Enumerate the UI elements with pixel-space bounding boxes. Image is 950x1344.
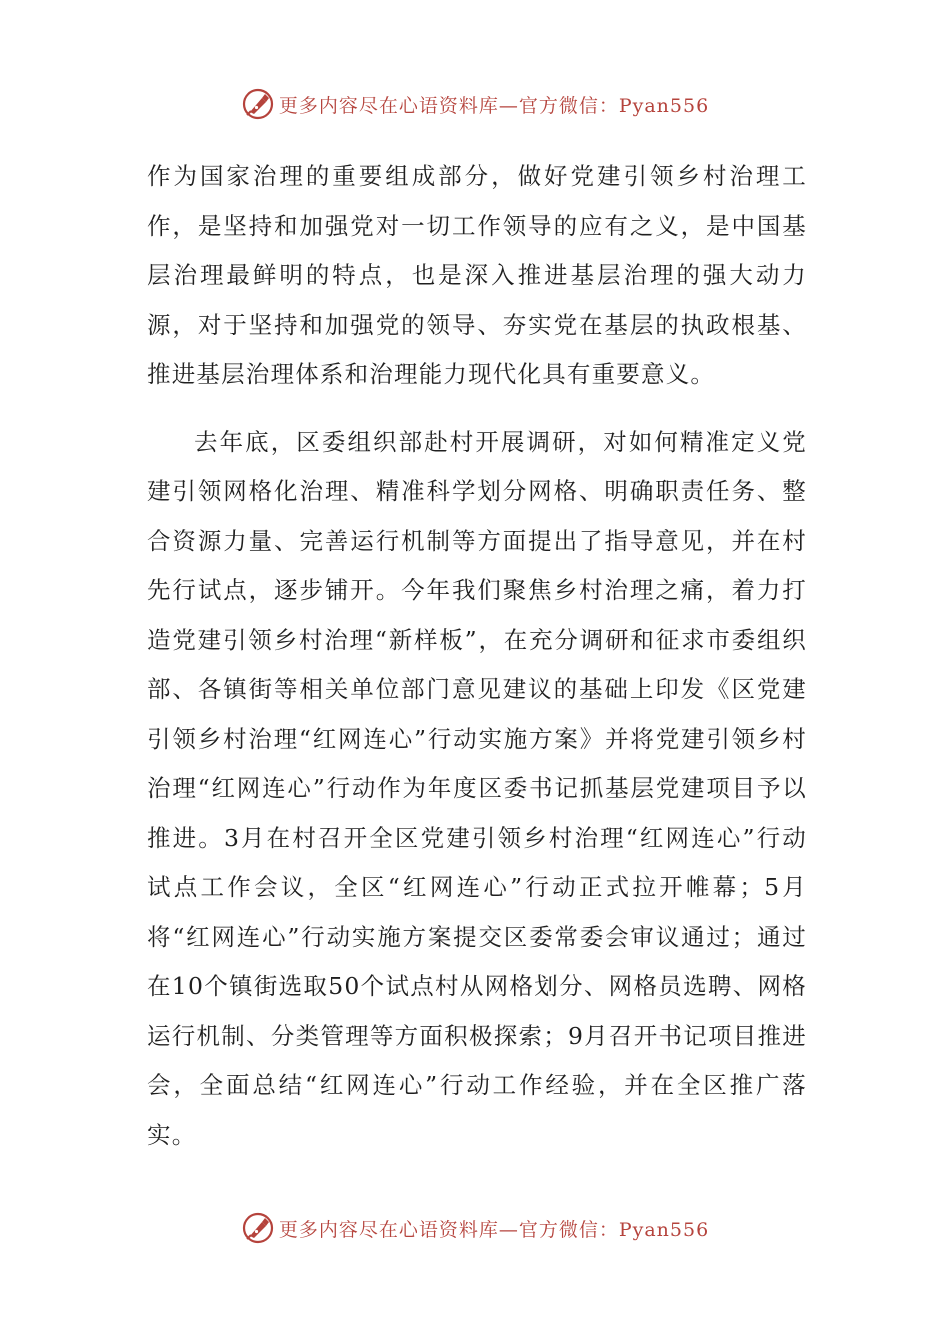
body-text (147, 152, 807, 1160)
header-banner (0, 84, 950, 124)
header-banner-text: 更多内容尽在心语资料库—官方微信：Pyan556 (278, 94, 710, 117)
paragraph-1: 作为国家治理的重要组成部分，做好党建引领乡村治理工作，是坚持和加强党对一切工作领导的应有之义，是中国基层治理最鲜明的特点，也是深入推进基层治理的强大动力源，对于坚持和加强党的领导、夯实党在基层的执政根基、推进基层治理体系和治理能力现代化具有重要意义。 (147, 162, 807, 388)
footer-banner (0, 1208, 950, 1248)
paragraph-2: 去年底，区委组织部赴村开展调研，对如何精准定义党建引领网格化治理、精准科学划分网格、明确职责任务、整合资源力量、完善运行机制等方面提出了指导意见，并在村先行试点，逐步铺开。今年我们聚焦乡村治理之痛，着力打造党建引领乡村治理“新样板”，在充分调研和征求市委组织部、各镇街等相关单位部门意见建议的基础上印发《区党建引领乡村治理“红网连心”行动实施方案》并将党建引领乡村治理“红网连心”行动作为年度区委书记抓基层党建项目予以推进。3月在村召开全区党建引领乡村治理“红网连心”行动试点工作会议，全区“红网连心”行动正式拉开帷幕；5月将“红网连心”行动实施方案提交区委常委会审议通过；通过在10个镇街选取50个试点村从网格划分、网格员选聘、网格运行机制、分类管理等方面积极探索；9月召开书记项目推进会，全面总结“红网连心”行动工作经验，并在全区推广落实。 (147, 427, 807, 1149)
pen-nib-logo-icon (241, 87, 275, 121)
footer-banner-text: 更多内容尽在心语资料库—官方微信：Pyan556 (278, 1218, 710, 1241)
pen-nib-logo-icon (241, 1211, 275, 1245)
